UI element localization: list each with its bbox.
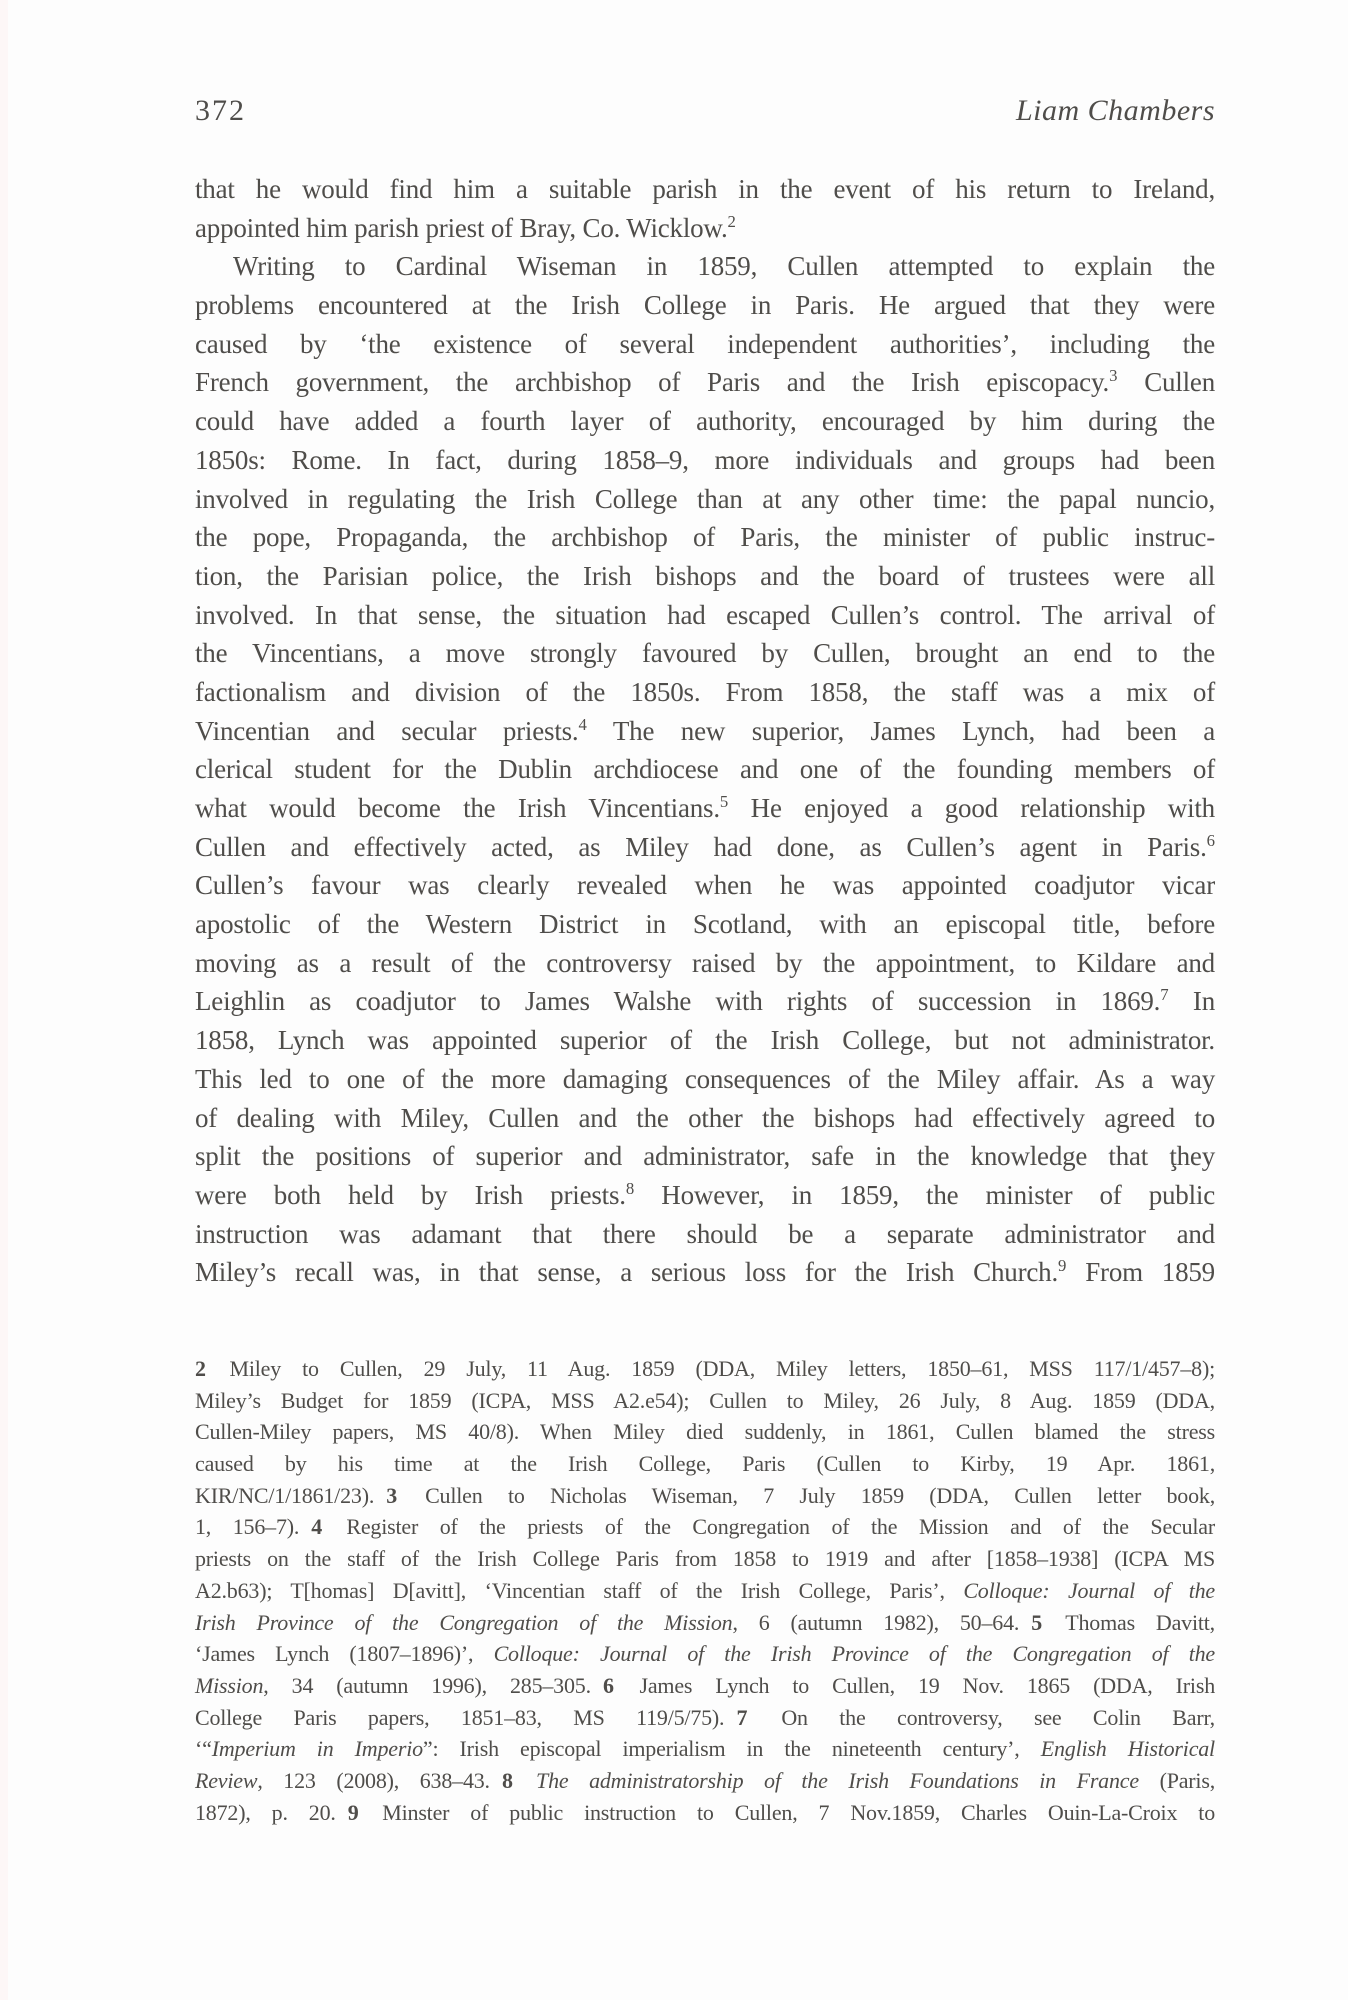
text-segment: involved. In that sense, the situation had escaped Cullen’s control. The arrival of: [195, 599, 1215, 630]
text-segment: Minster of public instruction to Cullen, 7 Nov.1859, Charles Ouin-La-Croix to: [361, 1799, 1215, 1825]
footnote-line: [195, 1607, 1215, 1639]
body-line: [195, 441, 1215, 480]
text-segment: Miley to Cullen, 29 July, 11 Aug. 1859 (DDA, Miley letters, 1850–61, MSS 117/1/457–8);: [208, 1356, 1215, 1381]
text-segment: involved in regulating the Irish College than at any other time: the papal nuncio,: [195, 483, 1215, 514]
footnote-marker: 4: [578, 714, 587, 734]
footnote-marker: 8: [625, 1178, 635, 1198]
text-segment: This led to one of the more damaging consequences of the Miley affair. As a way: [195, 1063, 1215, 1094]
text-segment: Colloque: Journal of the Irish Province of the Congregation of the: [493, 1641, 1215, 1667]
page-header: [195, 94, 1215, 130]
text-segment: Review: [195, 1767, 258, 1793]
text-segment: what would become the Irish Vincentians.: [195, 793, 720, 823]
body-line: [195, 402, 1215, 441]
body-line: [195, 480, 1215, 519]
text-segment: caused by his time at the Irish College, Paris (Cullen to Kirby, 19 Apr. 1861,: [195, 1451, 1215, 1477]
text-segment: , 6 (autumn 1982), 50–64.: [732, 1609, 1020, 1635]
text-segment: From 1859: [1066, 1257, 1215, 1288]
text-segment: Cullen to Nicholas Wiseman, 7 July 1859 (DDA, Cullen letter book,: [399, 1482, 1215, 1508]
footnote-number: 9: [347, 1799, 359, 1825]
text-segment: , 123 (2008), 638–43.: [257, 1767, 490, 1793]
footnote-line: [195, 1702, 1215, 1734]
text-segment: Register of the priests of the Congregation of the Mission and of the Secular: [324, 1514, 1215, 1540]
body-line: [195, 828, 1215, 867]
footnote-line: [195, 1511, 1215, 1543]
body-line: [195, 557, 1215, 596]
text-segment: tion, the Parisian police, the Irish bishops and the board of trustees were all: [195, 560, 1215, 591]
text-segment: Imperium in Imperio: [211, 1736, 423, 1762]
body-line: [195, 750, 1215, 789]
text-segment: Leighlin as coadjutor to James Walshe with rights of succession in 1869.: [195, 986, 1161, 1017]
footnote-line: [195, 1416, 1215, 1448]
footnote-line: [195, 1575, 1215, 1607]
footnote-number: 4: [311, 1514, 323, 1540]
body-line: [195, 596, 1215, 635]
text-segment: could have added a fourth layer of authority, encouraged by him during the: [195, 406, 1215, 437]
body-line: [195, 1176, 1215, 1215]
text-segment: College Paris papers, 1851–83, MS 119/5/75).: [195, 1704, 725, 1730]
text-segment: Colloque: Journal of the: [963, 1577, 1215, 1603]
text-segment: James Lynch to Cullen, 19 Nov. 1865 (DDA, Irish: [616, 1672, 1215, 1698]
text-segment: the pope, Propaganda, the archbishop of Paris, the minister of public instruc-: [195, 522, 1215, 553]
text-segment: 1, 156–7).: [195, 1514, 300, 1540]
text-segment: French government, the archbishop of Paris and the Irish episcopacy.: [195, 367, 1110, 398]
text-segment: Cullen’s favour was clearly revealed when he was appointed coadjutor vicar: [195, 870, 1215, 901]
text-segment: appointed him parish priest of Bray, Co. Wicklow.: [195, 212, 728, 243]
body-line: [195, 1060, 1215, 1099]
footnote-line: [195, 1638, 1215, 1670]
footnote-marker: 5: [719, 792, 729, 811]
text-segment: In: [1168, 986, 1215, 1017]
body-line: [195, 712, 1215, 751]
footnote-line: [195, 1797, 1215, 1829]
text-segment: of dealing with Miley, Cullen and the other the bishops had effectively agreed to: [195, 1102, 1215, 1133]
running-header: Liam Chambers: [1015, 94, 1215, 127]
footnote-line: [195, 1385, 1215, 1417]
body-line: [195, 518, 1215, 557]
text-segment: However, in 1859, the minister of public: [634, 1179, 1215, 1210]
text-segment: ”: Irish episcopal imperialism in the nineteenth century’,: [422, 1736, 1041, 1762]
footnote-number: 3: [386, 1482, 398, 1508]
body-line: [195, 1137, 1215, 1176]
body-line: [195, 1253, 1215, 1292]
body-line: [195, 866, 1215, 905]
body-text: [195, 170, 1215, 1292]
body-line: [195, 634, 1215, 673]
body-line: [195, 1215, 1215, 1254]
text-segment: Miley’s recall was, in that sense, a serious loss for the Irish Church.: [195, 1257, 1058, 1288]
text-segment: caused by ‘the existence of several independent authorities’, including the: [195, 328, 1215, 359]
footnote-marker: 9: [1058, 1256, 1067, 1276]
text-segment: moving as a result of the controversy raised by the appointment, to Kildare and: [195, 947, 1215, 978]
text-segment: KIR/NC/1/1861/23).: [195, 1482, 375, 1508]
footnote-marker: 7: [1160, 985, 1169, 1005]
text-segment: Miley’s Budget for 1859 (ICPA, MSS A2.e54); Cullen to Miley, 26 July, 8 Aug. 1859 (DDA,: [195, 1387, 1215, 1413]
text-segment: ‘James Lynch (1807–1896)’,: [195, 1641, 494, 1667]
text-segment: split the positions of superior and administrator, safe in the knowledge that ţhey: [195, 1141, 1215, 1172]
footnote-line: [195, 1353, 1215, 1385]
text-segment: Thomas Davitt,: [1044, 1609, 1215, 1635]
body-line: [195, 982, 1215, 1021]
footnote-number: 6: [602, 1672, 614, 1698]
text-segment: were both held by Irish priests.: [195, 1179, 626, 1210]
text-segment: He enjoyed a good relationship with: [728, 793, 1215, 823]
text-segment: Cullen-Miley papers, MS 40/8). When Miley died suddenly, in 1861, Cullen blamed the stress: [195, 1419, 1215, 1445]
page-number: 372: [195, 94, 246, 127]
text-segment: The administratorship of the Irish Foundations in France: [515, 1767, 1139, 1793]
body-line: [195, 170, 1215, 209]
text-segment: , 34 (autumn 1996), 285–305.: [263, 1672, 591, 1698]
body-line: [195, 673, 1215, 712]
body-line: [195, 325, 1215, 364]
body-line: [195, 363, 1215, 402]
text-segment: On the controversy, see Colin Barr,: [749, 1704, 1215, 1730]
text-segment: 1872), p. 20.: [195, 1799, 336, 1825]
text-segment: 1850s: Rome. In fact, during 1858–9, more individuals and groups had been: [195, 444, 1215, 475]
footnotes: [195, 1353, 1215, 1828]
text-segment: Writing to Cardinal Wiseman in 1859, Cullen attempted to explain the: [233, 251, 1215, 282]
text-segment: English Historical: [1040, 1736, 1215, 1762]
footnote-line: [195, 1480, 1215, 1512]
body-line: [195, 1099, 1215, 1138]
text-segment: Vincentian and secular priests.: [195, 715, 579, 746]
footnote-number: 2: [195, 1356, 206, 1381]
text-segment: Irish Province of the Congregation of the Mission: [195, 1609, 733, 1635]
text-segment: A2.b63); T[homas] D[avitt], ‘Vincentian staff of the Irish College, Paris’,: [195, 1577, 964, 1603]
text-segment: priests on the staff of the Irish College Paris from 1858 to 1919 and after [1858–1938] (ICPA MS: [195, 1546, 1215, 1572]
text-segment: problems encountered at the Irish College in Paris. He argued that they were: [195, 290, 1215, 321]
footnote-marker: 6: [1206, 830, 1215, 850]
page-edge-tint: [0, 0, 8, 2000]
footnote-number: 8: [501, 1767, 513, 1793]
footnote-marker: 2: [727, 211, 736, 231]
body-line: [195, 944, 1215, 983]
text-segment: The new superior, James Lynch, had been a: [586, 715, 1216, 746]
text-segment: 1858, Lynch was appointed superior of the Irish College, but not administrator.: [195, 1025, 1215, 1056]
footnote-line: [195, 1448, 1215, 1480]
footnote-number: 7: [736, 1704, 748, 1730]
text-segment: (Paris,: [1138, 1767, 1216, 1793]
text-segment: apostolic of the Western District in Scotland, with an episcopal title, before: [195, 909, 1215, 940]
footnote-line: [195, 1670, 1215, 1702]
text-segment: that he would find him a suitable parish in the event of his return to Ireland,: [195, 174, 1215, 204]
footnote-number: 5: [1031, 1609, 1043, 1635]
footnote-line: [195, 1543, 1215, 1575]
text-segment: Cullen: [1117, 367, 1215, 398]
text-segment: instruction was adamant that there should be a separate administrator and: [195, 1218, 1215, 1249]
text-segment: the Vincentians, a move strongly favoured by Cullen, brought an end to the: [195, 638, 1215, 669]
text-segment: Cullen and effectively acted, as Miley had done, as Cullen’s agent in Paris.: [195, 831, 1207, 862]
body-line: [195, 905, 1215, 944]
body-line: [195, 286, 1215, 325]
body-line: [195, 1021, 1215, 1060]
text-segment: Mission: [195, 1672, 264, 1698]
body-line: [195, 789, 1215, 828]
footnote-line: [195, 1765, 1215, 1797]
footnote-line: [195, 1733, 1215, 1765]
text-segment: clerical student for the Dublin archdiocese and one of the founding members of: [195, 754, 1215, 785]
text-segment: ‘“: [195, 1736, 212, 1762]
text-segment: factionalism and division of the 1850s. From 1858, the staff was a mix of: [195, 676, 1215, 707]
body-line: [195, 209, 1215, 248]
footnote-marker: 3: [1109, 366, 1118, 386]
body-line: [195, 247, 1215, 286]
